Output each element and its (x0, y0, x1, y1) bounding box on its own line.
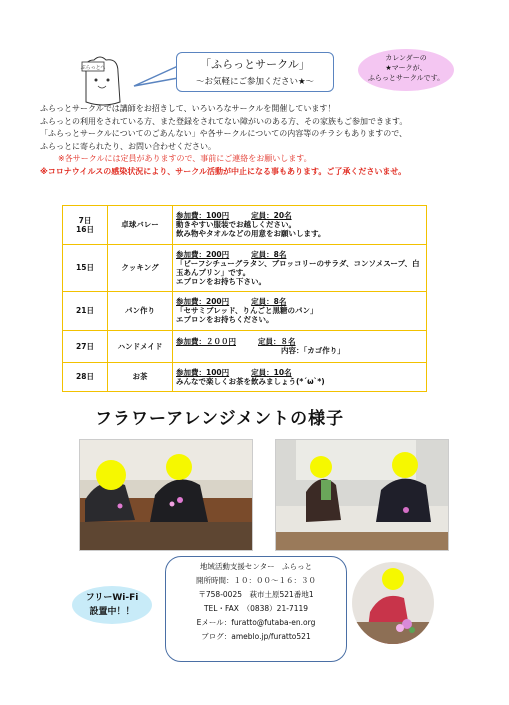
fee: 参加費：100円 (176, 211, 230, 221)
schedule-circle-name: お茶 (108, 362, 173, 391)
schedule-details (173, 362, 427, 391)
mascot-sign-text: ぷらっとへ (80, 65, 106, 71)
calendar-note-line: ふらっとサークルです。 (367, 74, 445, 82)
face-blur (382, 568, 404, 590)
schedule-day: 28日 (63, 362, 108, 391)
flower-photo-2 (275, 439, 449, 551)
detail-text: 「セサミブレッド、りんごと黒糖のパン」 エプロンをお持ちください。 (176, 306, 318, 325)
schedule-circle-name: 卓球バレー (108, 206, 173, 245)
capacity: 定員：８名 (258, 337, 296, 347)
schedule-circle-name: ハンドメイド (108, 330, 173, 362)
intro-line: ふらっとサークルでは講師をお招きして、いろいろなサークルを開催しています！ (40, 104, 336, 113)
face-blur (392, 452, 418, 478)
schedule-details (173, 244, 427, 291)
intro-line: 「ふらっとサークルについてのごあんない」や各サークルについての内容等のチラシもありますので、 (40, 129, 408, 138)
bubble-tail (132, 64, 180, 90)
address: 〒758-0025 萩市土原521番地1 (198, 590, 314, 599)
schedule-row (63, 292, 427, 331)
phone-fax: TEL・FAX （0838）21-7119 (203, 604, 309, 613)
detail-text: 「ビーフシチューグラタン、ブロッコリーのサラダ、コンソメスープ、白玉あんプリン」です。 エプロンをお持ち下さい。 (176, 258, 420, 286)
email[interactable]: Eメール：furatto@futaba-en.org (196, 618, 316, 627)
schedule-row (63, 330, 427, 362)
fee: 参加費：200円 (176, 249, 230, 259)
contact-info-box (165, 556, 347, 662)
intro-line: ふらっとの利用をされている方、また登録をされてない障がいのある方、その家族もご参加できます。 (40, 116, 408, 126)
schedule-details (173, 206, 427, 245)
calendar-note-line: カレンダーの (385, 54, 427, 62)
schedule-row (63, 244, 427, 291)
schedule-day: 15日 (63, 244, 108, 291)
covid-notice: ※コロナウイルスの感染状況により、サークル活動が中止になる事もあります。ご了承くださいませ。 (40, 166, 407, 176)
schedule-table (62, 205, 427, 392)
wifi-line-1: フリーWi-Fi (85, 593, 139, 603)
capacity: 定員：20名 (251, 211, 292, 221)
capacity: 定員：8名 (251, 297, 287, 307)
blog-url[interactable]: ブログ：ameblo.jp/furatto521 (201, 632, 311, 641)
schedule-day: 27日 (63, 330, 108, 362)
schedule-details (173, 292, 427, 331)
free-wifi-badge (72, 586, 152, 624)
face-blur (166, 454, 192, 480)
detail-text: みんなで楽しくお茶を飲みましょう(*´ω`*) (176, 376, 325, 386)
wifi-line-2: 設置中！！ (89, 607, 135, 617)
detail-text: 内容：「カゴ作り」 (281, 346, 345, 356)
bubble-subtitle: ～お気軽にご参加ください★～ (195, 77, 315, 87)
mascot-illustration (78, 52, 128, 108)
schedule-circle-name: パン作り (108, 292, 173, 331)
schedule-row (63, 206, 427, 245)
face-blur (96, 460, 126, 490)
intro-text (40, 103, 480, 178)
schedule-details (173, 330, 427, 362)
org-name: 地域活動支援センター ふらっと (199, 562, 313, 571)
intro-line: ふらっとに寄られたり、お問い合わせください。 (40, 141, 216, 151)
bubble-title: 「ふらっとサークル」 (200, 58, 310, 71)
detail-text: 動きやすい服装でお越しください。 飲み物やタオルなどの用意をお願いします。 (176, 220, 326, 239)
section-title: フラワーアレンジメントの様子 (95, 409, 345, 429)
fee: 参加費：２００円 (176, 337, 236, 347)
calendar-note (358, 49, 454, 91)
schedule-day: 7日 16日 (63, 206, 108, 245)
round-flower-photo (352, 562, 434, 644)
title-bubble (176, 52, 334, 92)
capacity: 定員：10名 (251, 367, 292, 377)
fee: 参加費：100円 (176, 367, 230, 377)
schedule-row (63, 362, 427, 391)
capacity: 定員：8名 (251, 249, 287, 259)
calendar-note-line: ★マークが、 (385, 64, 427, 72)
capacity-notice: ※各サークルには定員がありますので、事前にご連絡をお願いします。 (58, 154, 312, 163)
schedule-circle-name: クッキング (108, 244, 173, 291)
face-blur (310, 456, 332, 478)
opening-hours: 開所時間：１０：００～１６：３０ (196, 576, 316, 585)
flower-photo-1 (79, 439, 253, 551)
fee: 参加費：200円 (176, 297, 230, 307)
schedule-day: 21日 (63, 292, 108, 331)
